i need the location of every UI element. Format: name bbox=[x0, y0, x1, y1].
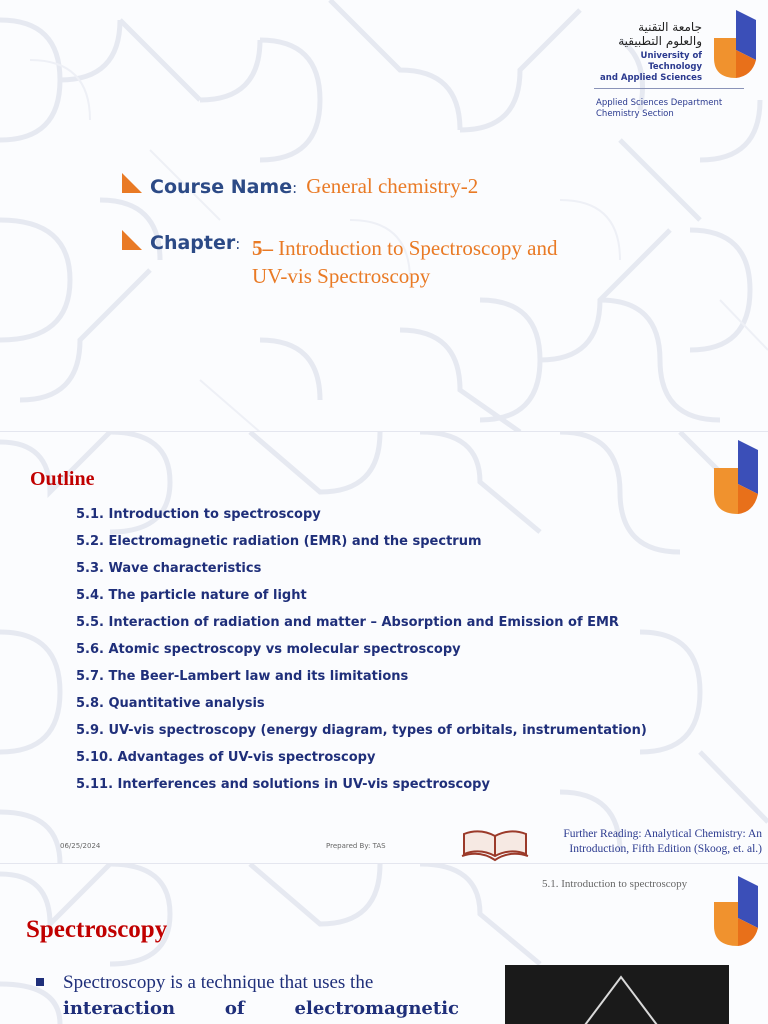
further-reading-line2: Introduction, Fifth Edition (Skoog, et. al.) bbox=[569, 843, 762, 855]
course-label: Course Name bbox=[150, 176, 293, 198]
outline-item: 5.10. Advantages of UV-vis spectroscopy bbox=[76, 750, 376, 765]
department-line1: Applied Sciences Department bbox=[596, 98, 723, 108]
logo-english-line1: University of Technology bbox=[640, 51, 702, 72]
logo-arabic-line1: جامعة التقنية bbox=[638, 20, 702, 34]
outline-item: 5.1. Introduction to spectroscopy bbox=[76, 507, 321, 522]
prism-icon bbox=[505, 965, 729, 1024]
logo-arabic-line2: والعلوم التطبيقية bbox=[618, 34, 702, 48]
chapter-value bbox=[252, 235, 557, 291]
course-row bbox=[150, 174, 478, 199]
university-logo-icon bbox=[710, 440, 766, 518]
university-logo-text bbox=[590, 20, 702, 84]
chapter-label: Chapter bbox=[150, 232, 236, 254]
outline-item: 5.7. The Beer-Lambert law and its limitations bbox=[76, 669, 409, 684]
further-reading bbox=[524, 827, 762, 857]
outline-item: 5.11. Interferences and solutions in UV-vis spectroscopy bbox=[76, 777, 490, 792]
outline-item: 5.2. Electromagnetic radiation (EMR) and the spectrum bbox=[76, 534, 482, 549]
logo-english-line2: and Applied Sciences bbox=[600, 73, 702, 83]
outline-item: 5.8. Quantitative analysis bbox=[76, 696, 265, 711]
footer-date: 06/25/2024 bbox=[60, 842, 101, 850]
course-colon: : bbox=[292, 179, 298, 197]
chapter-value-line2: UV-vis Spectroscopy bbox=[252, 264, 431, 288]
triangle-bullet-icon bbox=[120, 230, 142, 252]
outline-slide bbox=[0, 432, 768, 864]
further-reading-line1: Further Reading: Analytical Chemistry: An bbox=[563, 828, 762, 840]
university-logo-icon bbox=[710, 876, 766, 950]
section-header: 5.1. Introduction to spectroscopy bbox=[542, 878, 688, 890]
course-value: General chemistry-2 bbox=[306, 174, 479, 198]
bold-word-of: of bbox=[224, 998, 245, 1019]
logo-divider bbox=[594, 88, 744, 89]
chapter-value-line1: Introduction to Spectroscopy and bbox=[278, 236, 558, 260]
chapter-number: 5– bbox=[252, 236, 273, 260]
bullet-line1: Spectroscopy is a technique that uses the bbox=[63, 972, 374, 993]
outline-item: 5.5. Interaction of radiation and matter – Absorption and Emission of EMR bbox=[76, 615, 619, 630]
outline-item: 5.3. Wave characteristics bbox=[76, 561, 262, 576]
spectroscopy-slide bbox=[0, 864, 768, 1024]
title-slide bbox=[0, 0, 768, 432]
prism-image bbox=[505, 965, 729, 1024]
outline-item: 5.4. The particle nature of light bbox=[76, 588, 307, 603]
outline-item: 5.6. Atomic spectroscopy vs molecular spectroscopy bbox=[76, 642, 461, 657]
chapter-colon: : bbox=[235, 235, 241, 253]
bold-word-interaction: interaction bbox=[63, 998, 176, 1019]
chapter-label-row bbox=[150, 232, 240, 254]
bold-word-electromagnetic: electromagnetic bbox=[294, 998, 459, 1019]
university-logo-icon bbox=[708, 10, 764, 82]
slide-title: Spectroscopy bbox=[26, 916, 168, 943]
department-line2: Chemistry Section bbox=[596, 109, 674, 119]
outline-title: Outline bbox=[30, 468, 95, 490]
bullet-square-icon bbox=[36, 978, 44, 986]
department-label bbox=[596, 98, 722, 120]
bullet-line2 bbox=[63, 998, 459, 1019]
book-icon bbox=[460, 828, 530, 862]
triangle-bullet-icon bbox=[120, 173, 142, 195]
footer-prepared-by: Prepared By: TAS bbox=[326, 842, 386, 850]
outline-item: 5.9. UV-vis spectroscopy (energy diagram, types of orbitals, instrumentation) bbox=[76, 723, 647, 738]
